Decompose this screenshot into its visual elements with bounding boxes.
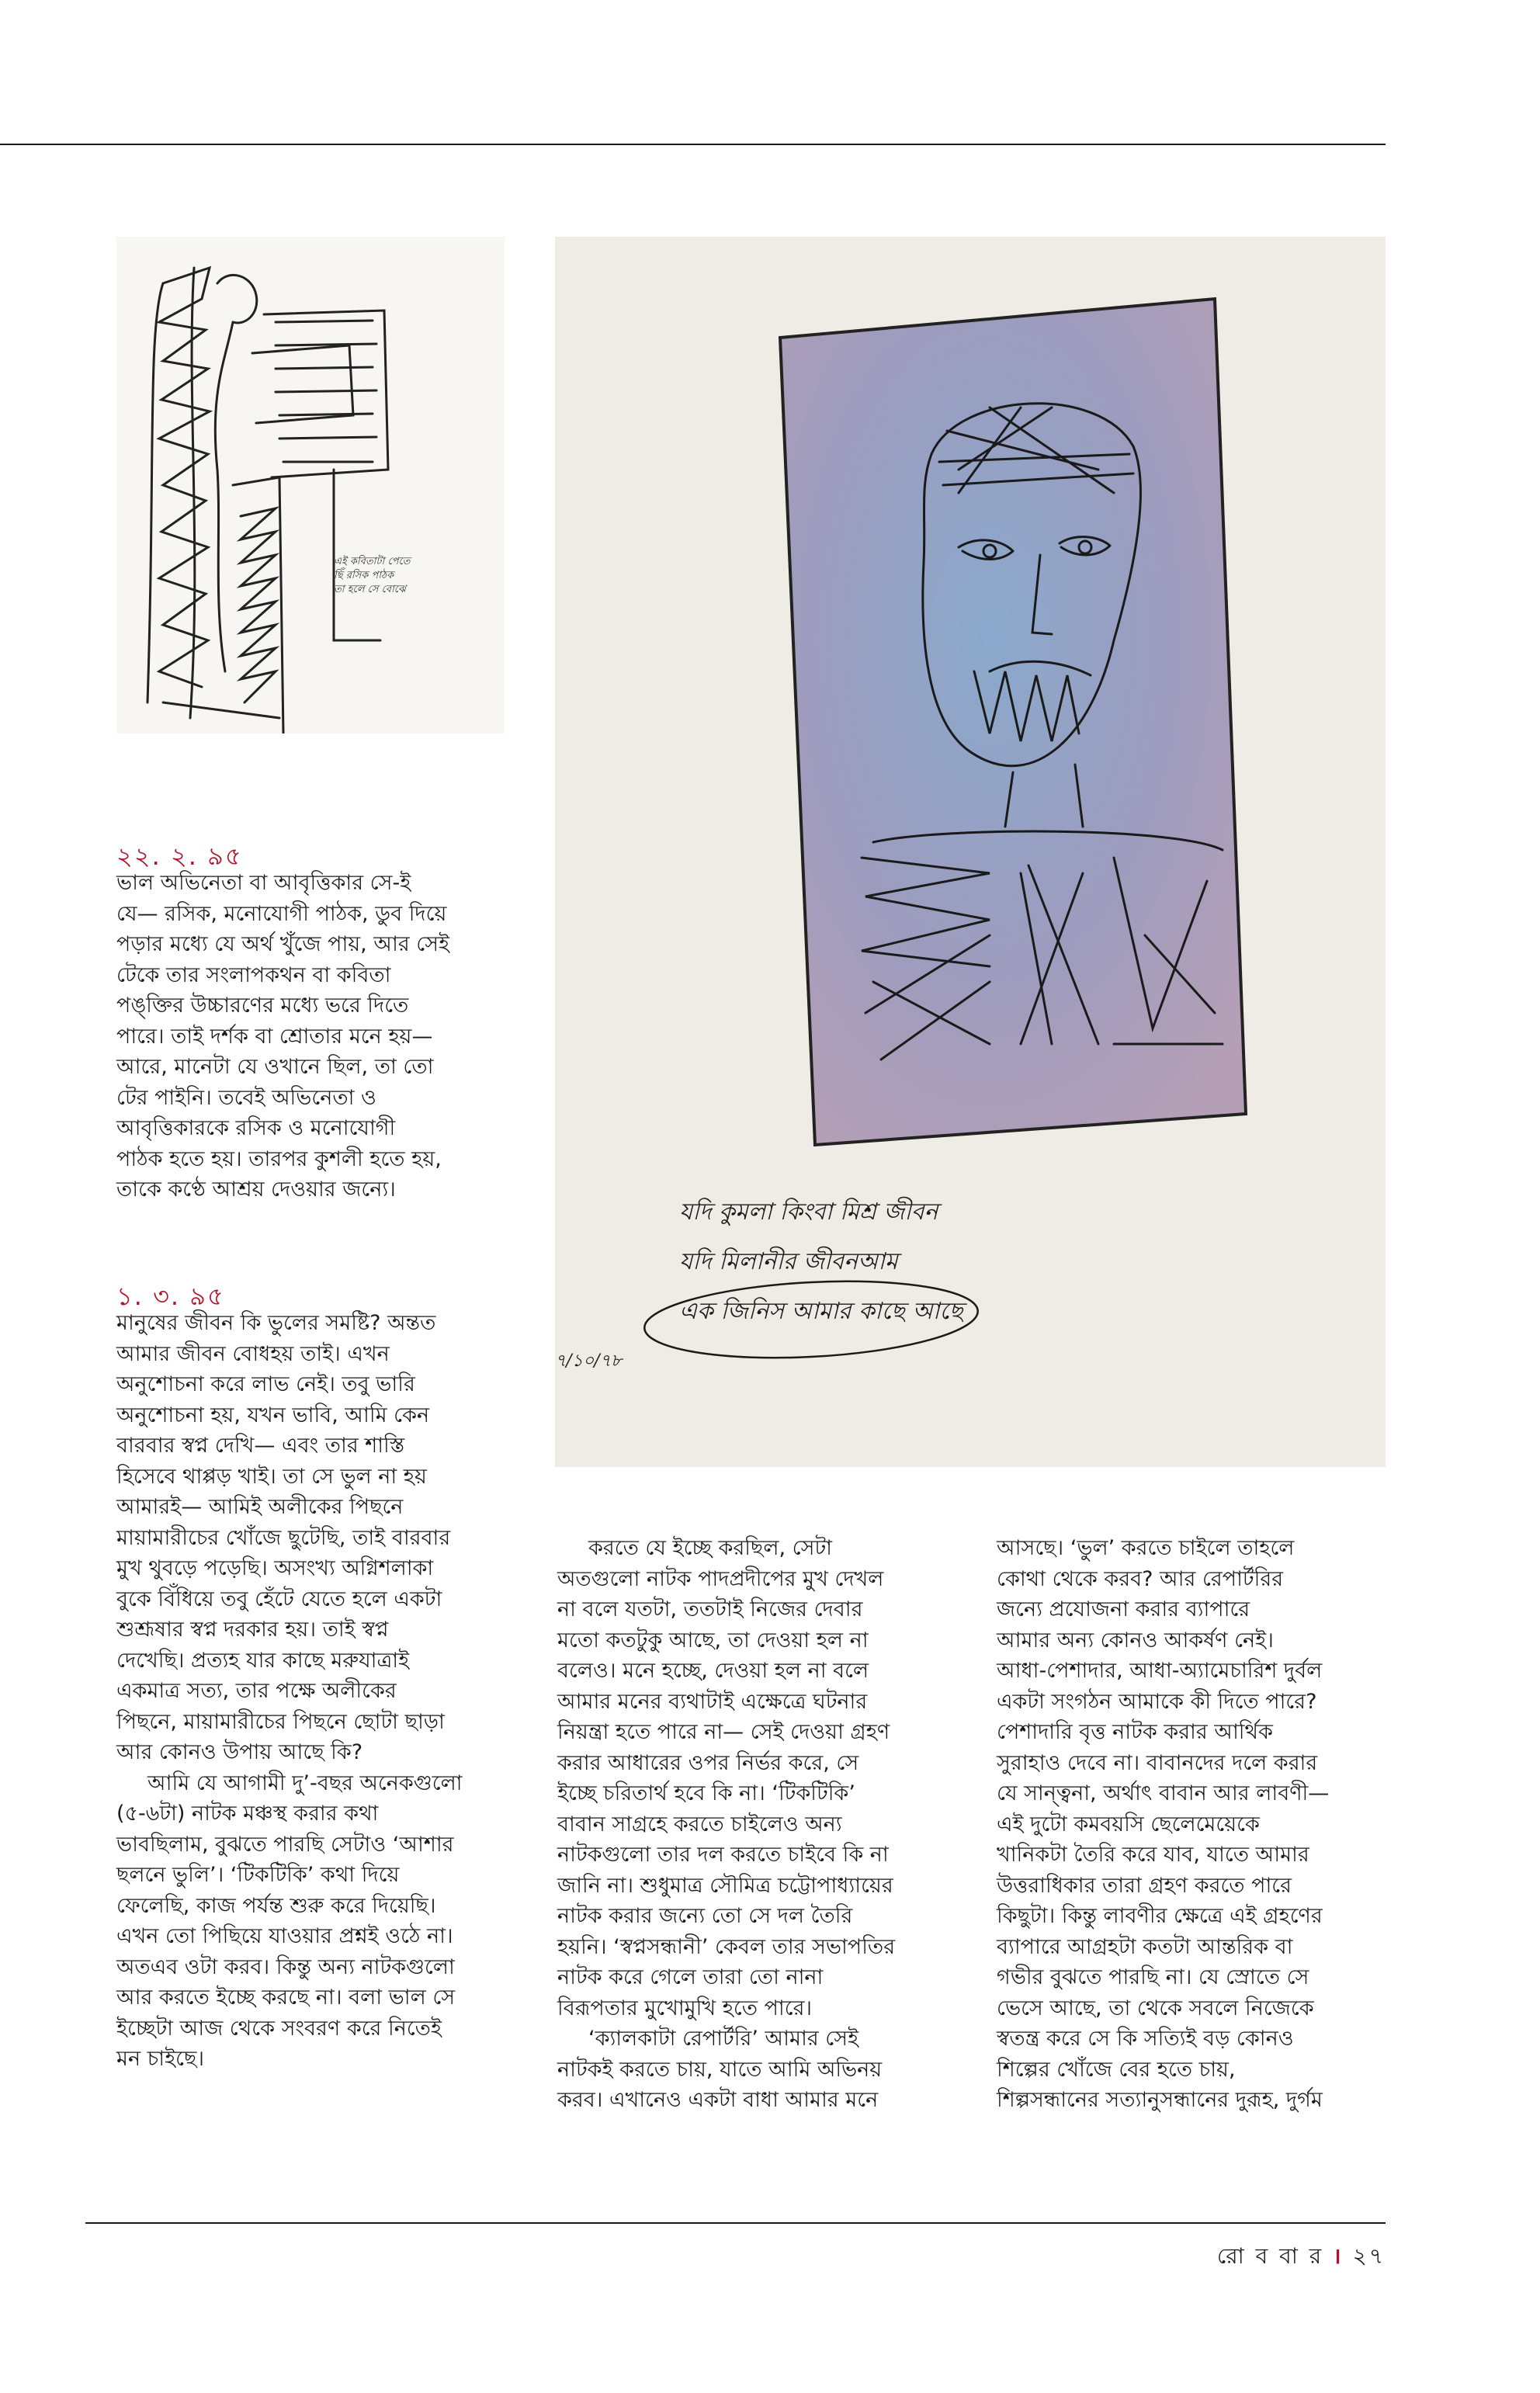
painting-inscription: যদি কুমলা কিংবা মিশ্র জীবন যদি মিলানীর জীবনআম এক জিনিস আমার কাছে আছে ৭/১০/৭৮ [555, 1198, 963, 1371]
page-footer [1217, 2239, 1386, 2276]
footer-separator: । [1333, 2243, 1344, 2269]
entry-date: ২২. ২. ৯৫ [116, 841, 243, 871]
magazine-name: রো ব বা র [1216, 2243, 1324, 2269]
entry-body: মানুষের জীবন কি ভুলের সমষ্টি? অন্তত আমার জীবন বোধহয় তাই। এখন অনুশোচনা করে লাভ নেই। তবু ভারি অনুশোচনা হয়, যখন ভাবি, আমি কেন বারবার স্বপ্ন দেখি— এবং তার শাস্তি হিসেবে থাপ্পড় খাই। তা সে ভুল না হয় আমারই— আমিই অলীকের পিছনে মায়ামারীচের খোঁজে ছুটেছি, তাই বারবার মুখ থুবড়ে পড়েছি। অসংখ্য অগ্নিশলাকা বুকে বিঁধিয়ে তবু হেঁটে যেতে হলে একটা শুশ্রূষার স্বপ্ন দরকার হয়। তাই স্বপ্ন দেখেছি। প্রত্যহ যার কাছে মরুযাত্রাই একমাত্র সত্য, তার পক্ষে অলীকের পিছনে, মায়ামারীচের পিছনে ছোটা ছাড়া আর কোনও উপায় আছে কি? আমি যে আগামী দু’-বছর অনেকগুলো (৫-৬টা) নাটক মঞ্চস্থ করার কথা ভাবছিলাম, বুঝতে পারছি সেটাও ‘আশার ছলনে ভুলি’। ‘টিকটিকি’ কথা দিয়ে ফেলেছি, কাজ পর্যন্ত শুরু করে দিয়েছি। এখন তো পিছিয়ে যাওয়ার প্রশ্নই ওঠে না। অতএব ওটা করব। কিন্তু অন্য নাটকগুলো আর করতে ইচ্ছে করছে না। বলা ভাল সে ইচ্ছেটা আজ থেকে সংবরণ করে নিতেই মন চাইছে। [116, 1311, 463, 2071]
column-three: আসছে। ‘ভুল’ করতে চাইলে তাহলে কোথা থেকে করব? আর রেপার্টরির জন্যে প্রযোজনা করার ব্যাপারে আমার অন্য কোনও আকর্ষণ নেই। আধা-পেশাদার, আধা-অ্যামেচারিশ দুর্বল একটা সংগঠন আমাকে কী দিতে পারে? পেশাদারি বৃত্ত নাটক করার আর্থিক সুরাহাও দেবে না। বাবানদের দলে করার যে সান্ত্বনা, অর্থাৎ বাবান আর লাবণী— এই দুটো কমবয়সি ছেলেমেয়েকে খানিকটা তৈরি করে যাব, যাতে আমার উত্তরাধিকার তারা গ্রহণ করতে পারে কিছুটা। কিন্তু লাবণীর ক্ষেত্রে এই গ্রহণের ব্যাপারে আগ্রহটা কতটা আন্তরিক বা গভীর বুঝতে পারছি না। যে স্রোতে সে ভেসে আছে, তা থেকে সবলে নিজেকে স্বতন্ত্র করে সে কি সত্যিই বড় কোনও শিল্পের খোঁজে বের হতে চায়, শিল্পসন্ধানের সত্যানুসন্ধানের দুরূহ, দুর্গম [997, 1536, 1330, 2112]
sketch-caption: এই কবিতাটা পেতে ছিঁ রসিক পাঠক তা হলে সে বোঝে [334, 556, 411, 595]
page-number: ২৭ [1352, 2243, 1386, 2269]
portrait-painting [555, 237, 1386, 1467]
top-rule [0, 144, 1386, 145]
sketch-figure [116, 237, 505, 734]
bottom-rule [85, 2222, 1386, 2224]
entry-body: ভাল অভিনেতা বা আবৃত্তিকার সে-ই যে— রসিক, মনোযোগী পাঠক, ডুব দিয়ে পড়ার মধ্যে যে অর্থ খুঁজে পায়, আর সেই টেকে তার সংলাপকথন বা কবিতা পঙ্‌ক্তির উচ্চারণের মধ্যে ভরে দিতে পারে। তাই দর্শক বা শ্রোতার মনে হয়— আরে, মানেটা যে ওখানে ছিল, তা তো টের পাইনি। তবেই অভিনেতা ও আবৃত্তিকারকে রসিক ও মনোযোগী পাঠক হতে হয়। তারপর কুশলী হতে হয়, তাকে কণ্ঠে আশ্রয় দেওয়ার জন্যে। [116, 871, 450, 1202]
entry-date: ১. ৩. ৯৫ [116, 1281, 225, 1311]
column-two: করতে যে ইচ্ছে করছিল, সেটা অতগুলো নাটক পাদপ্রদীপের মুখ দেখল না বলে যতটা, ততটাই নিজের দেবার মতো কতটুকু আছে, তা দেওয়া হল না বলেও। মনে হচ্ছে, দেওয়া হল না বলে আমার মনের ব্যথাটাই এক্ষেত্রে ঘটনার নিয়ন্ত্রা হতে পারে না— সেই দেওয়া গ্রহণ করার আধারের ওপর নির্ভর করে, সে ইচ্ছে চরিতার্থ হবে কি না। ‘টিকটিকি’ বাবান সাগ্রহে করতে চাইলেও অন্য নাটকগুলো তার দল করতে চাইবে কি না জানি না। শুধুমাত্র সৌমিত্র চট্টোপাধ্যায়ের নাটক করার জন্যে তো সে দল তৈরি হয়নি। ‘স্বপ্নসন্ধানী’ কেবল তার সভাপতির নাটক করে গেলে তারা তো নানা বিরূপতার মুখোমুখি হতে পারে। ‘ক্যালকাটা রেপার্টরি’ আমার সেই নাটকই করতে চায়, যাতে আমি অভিনয় করব। এখানেও একটা বাধা আমার মনে [557, 1536, 896, 2112]
